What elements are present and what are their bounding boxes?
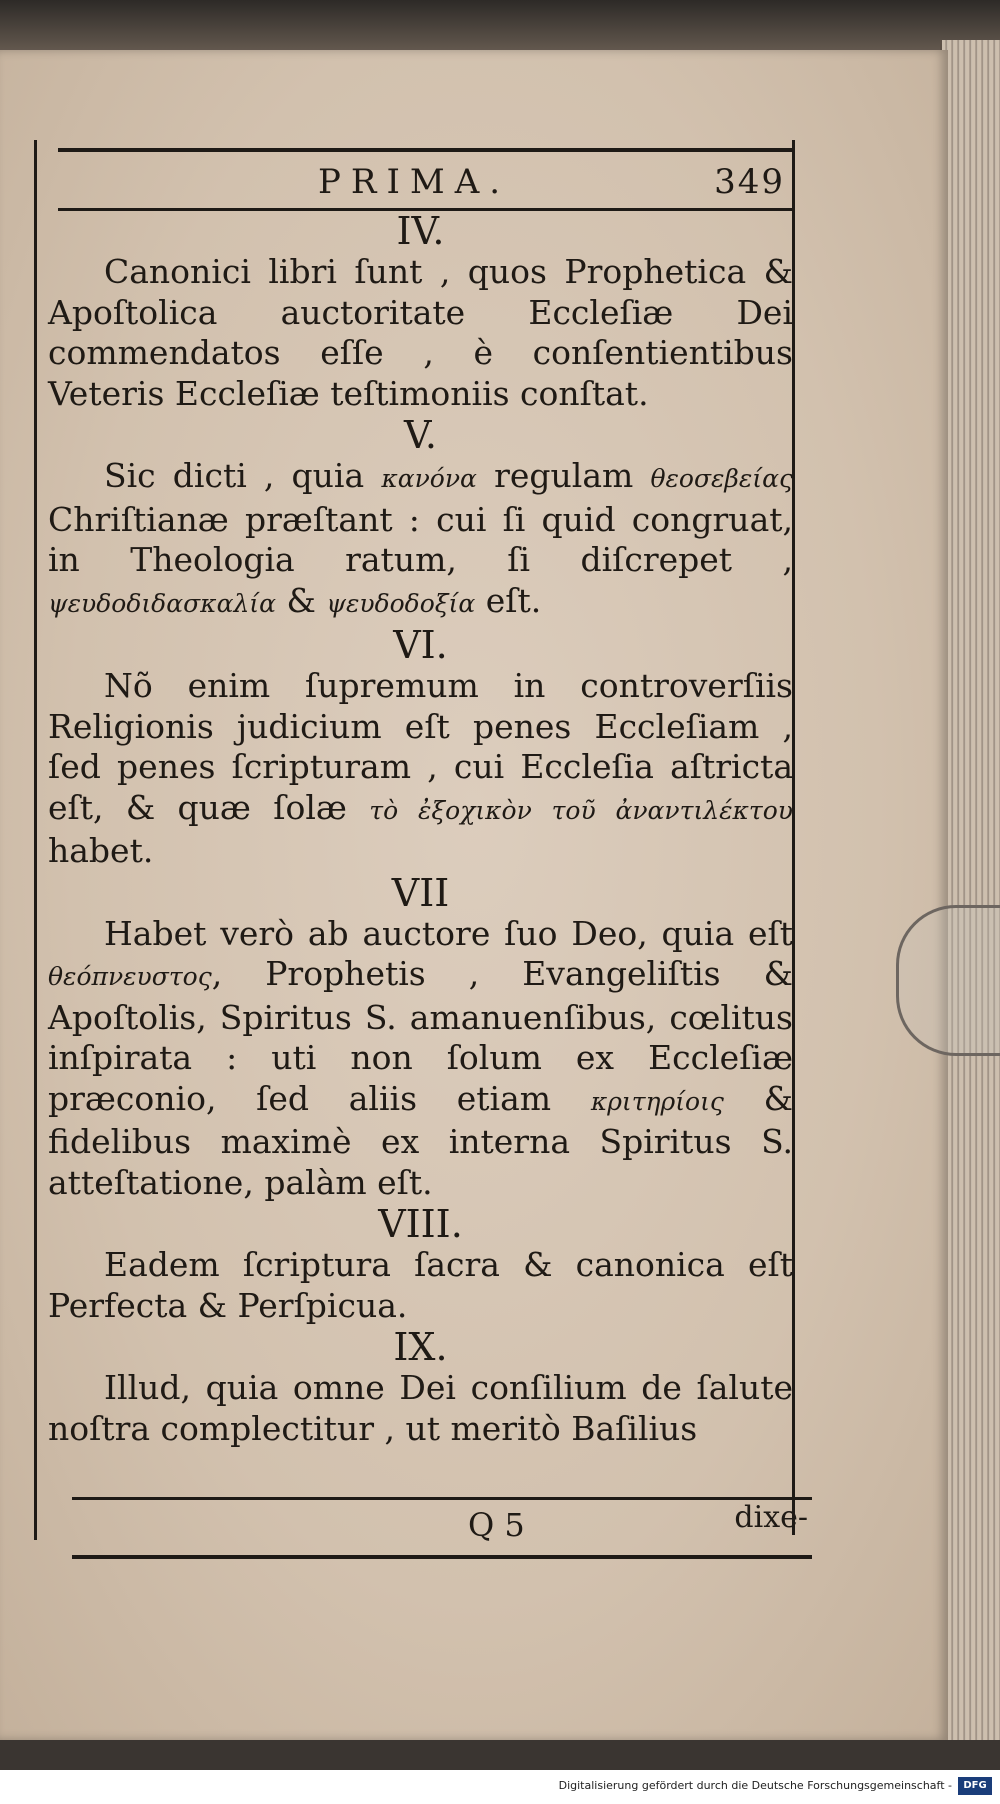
section-numeral: IV. (396, 209, 445, 253)
section-text: Canonici libri ſunt , quos Prophetica & Apoſtolica auctoritate Eccleſiæ Dei commendatos eſſe , è conſentientibus Veteris Eccleſiæ teſtimoniis conſtat. (48, 252, 793, 413)
book-page-edges (940, 40, 1000, 1740)
signature-mark: Q 5 (468, 1506, 525, 1544)
section-numeral: V. (404, 413, 437, 457)
section-text (48, 914, 793, 1204)
greek-word: κανόνα (381, 464, 477, 493)
section-vi (48, 624, 793, 872)
text-run: & fidelibus maximè ex interna Spiritus S. atteſtatione, palàm eſt. (48, 1078, 793, 1202)
page-number: 349 (714, 162, 785, 202)
greek-word: τὸ ἐξοχικὸν τοῦ ἀναντιλέκτου (369, 795, 793, 825)
section-numeral: IX. (393, 1325, 448, 1369)
section-numeral: VII (391, 870, 450, 915)
scan-bottom-band (0, 1740, 1000, 1770)
running-title: PRIMA. (318, 162, 511, 202)
dfg-logo: DFG (958, 1777, 992, 1795)
section-v (48, 414, 793, 624)
bottom-rule (72, 1555, 812, 1559)
text-run: Sic dicti , quia (104, 456, 365, 495)
section-vii (48, 872, 793, 1204)
greek-word: ψευδοδιδασκαλία (48, 588, 276, 618)
section-text (48, 666, 793, 872)
running-head (48, 150, 793, 210)
greek-word: θεόπνευστος (48, 962, 212, 991)
catchword: dixe- (734, 1500, 808, 1535)
text-run: , Prophetis , Evangeliſtis & Apoſtolis, Spiritus S. amanuenſibus, cœlitus inſpirata : uti non ſolum ex Eccleſiæ præconio, ſed aliis etiam (48, 954, 793, 1118)
section-text (48, 456, 793, 624)
text-run: habet. (48, 831, 154, 870)
greek-word: ψευδοδοξία (326, 588, 476, 618)
greek-word: κριτηρίοις (590, 1086, 724, 1116)
text-run: & (286, 580, 316, 620)
frame-left-rule (34, 140, 37, 1540)
text-run: Nõ enim ſupremum in controverſiis Religionis judicium eſt penes Eccleſiam , ſed penes ſcripturam , cui Eccleſia aſtricta eſt, & quæ ſolæ (48, 666, 793, 827)
text-run: eſt. (485, 580, 542, 620)
credit-text: Digitalisierung gefördert durch die Deutsche Forschungsgemeinschaft - (558, 1779, 952, 1792)
credit-strip (0, 1770, 1000, 1804)
greek-word: θεοσεβείας (650, 464, 793, 493)
text-run: regulam (494, 456, 634, 495)
section-viii (48, 1203, 793, 1326)
text-block (48, 150, 793, 1449)
section-iv (48, 210, 793, 414)
page-clip (896, 905, 1000, 1056)
text-run: Chriſtianæ præſtant : cui ſi quid congruat, in Theologia ratum, ſi diſcrepet , (48, 499, 793, 579)
section-ix (48, 1326, 793, 1449)
section-text: Illud, quia omne Dei conſilium de ſalute noſtra complectitur , ut meritò Baſilius (48, 1368, 793, 1448)
text-run: Habet verò ab auctore ſuo Deo, quia eſt (104, 913, 793, 953)
section-numeral: VIII. (378, 1202, 463, 1246)
page-foot (48, 1500, 808, 1550)
section-numeral: VI. (393, 623, 448, 667)
section-text: Eadem ſcriptura ſacra & canonica eſt Perfecta & Perſpicua. (48, 1245, 793, 1325)
